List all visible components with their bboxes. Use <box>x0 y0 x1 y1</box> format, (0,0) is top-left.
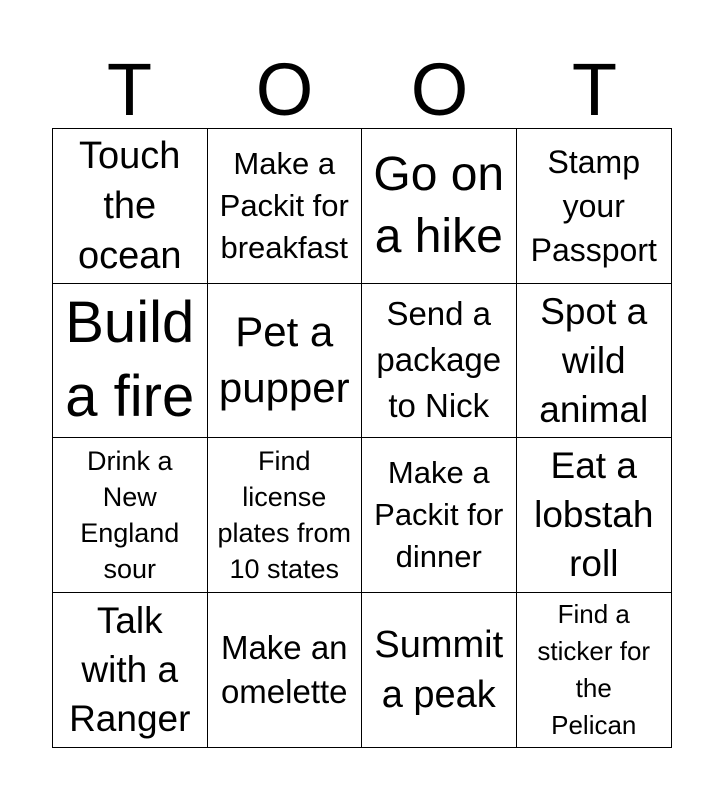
header-letter-3: O <box>410 48 469 131</box>
bingo-cell-text: Spot a wild animal <box>539 290 649 430</box>
bingo-cell[interactable] <box>208 438 363 593</box>
bingo-cell[interactable] <box>517 593 672 748</box>
bingo-cell-text: Build a fire <box>65 290 195 430</box>
bingo-cell[interactable] <box>208 593 363 748</box>
bingo-cell[interactable] <box>517 438 672 593</box>
bingo-cell-text: Eat a lobstah roll <box>534 445 654 585</box>
bingo-cell-text: Talk with a Ranger <box>69 600 191 740</box>
bingo-board <box>52 128 672 748</box>
bingo-cell[interactable] <box>362 284 517 439</box>
bingo-cell-text: Stamp your Passport <box>530 143 657 268</box>
bingo-cell[interactable] <box>517 284 672 439</box>
bingo-cell[interactable] <box>362 129 517 284</box>
bingo-cell[interactable] <box>208 129 363 284</box>
bingo-header <box>52 48 672 131</box>
bingo-cell-text: Make an omelette <box>220 628 348 710</box>
bingo-cell[interactable] <box>53 593 208 748</box>
bingo-cell-text: Drink a New England sour <box>80 445 180 584</box>
bingo-cell-text: Go on a hike <box>373 147 505 263</box>
bingo-cell-text: Send a package to Nick <box>376 295 502 425</box>
bingo-cell-text: Touch the ocean <box>77 134 182 277</box>
header-letter-2: O <box>255 48 314 131</box>
bingo-cell[interactable] <box>362 438 517 593</box>
bingo-cell[interactable] <box>53 129 208 284</box>
bingo-cell[interactable] <box>53 284 208 439</box>
bingo-cell-text: Find a sticker for the Pelican <box>537 598 651 740</box>
bingo-cell-text: Find license plates from 10 states <box>217 445 352 584</box>
bingo-cell[interactable] <box>362 593 517 748</box>
bingo-cell-text: Make a Packit for breakfast <box>219 145 349 265</box>
header-letter-1: T <box>106 48 153 131</box>
header-letter-4: T <box>571 48 618 131</box>
bingo-cell-text: Pet a pupper <box>218 308 350 412</box>
bingo-cell-text: Summit a peak <box>374 623 504 716</box>
bingo-cell[interactable] <box>517 129 672 284</box>
bingo-cell[interactable] <box>208 284 363 439</box>
bingo-cell-text: Make a Packit for dinner <box>374 454 504 574</box>
bingo-cell[interactable] <box>53 438 208 593</box>
